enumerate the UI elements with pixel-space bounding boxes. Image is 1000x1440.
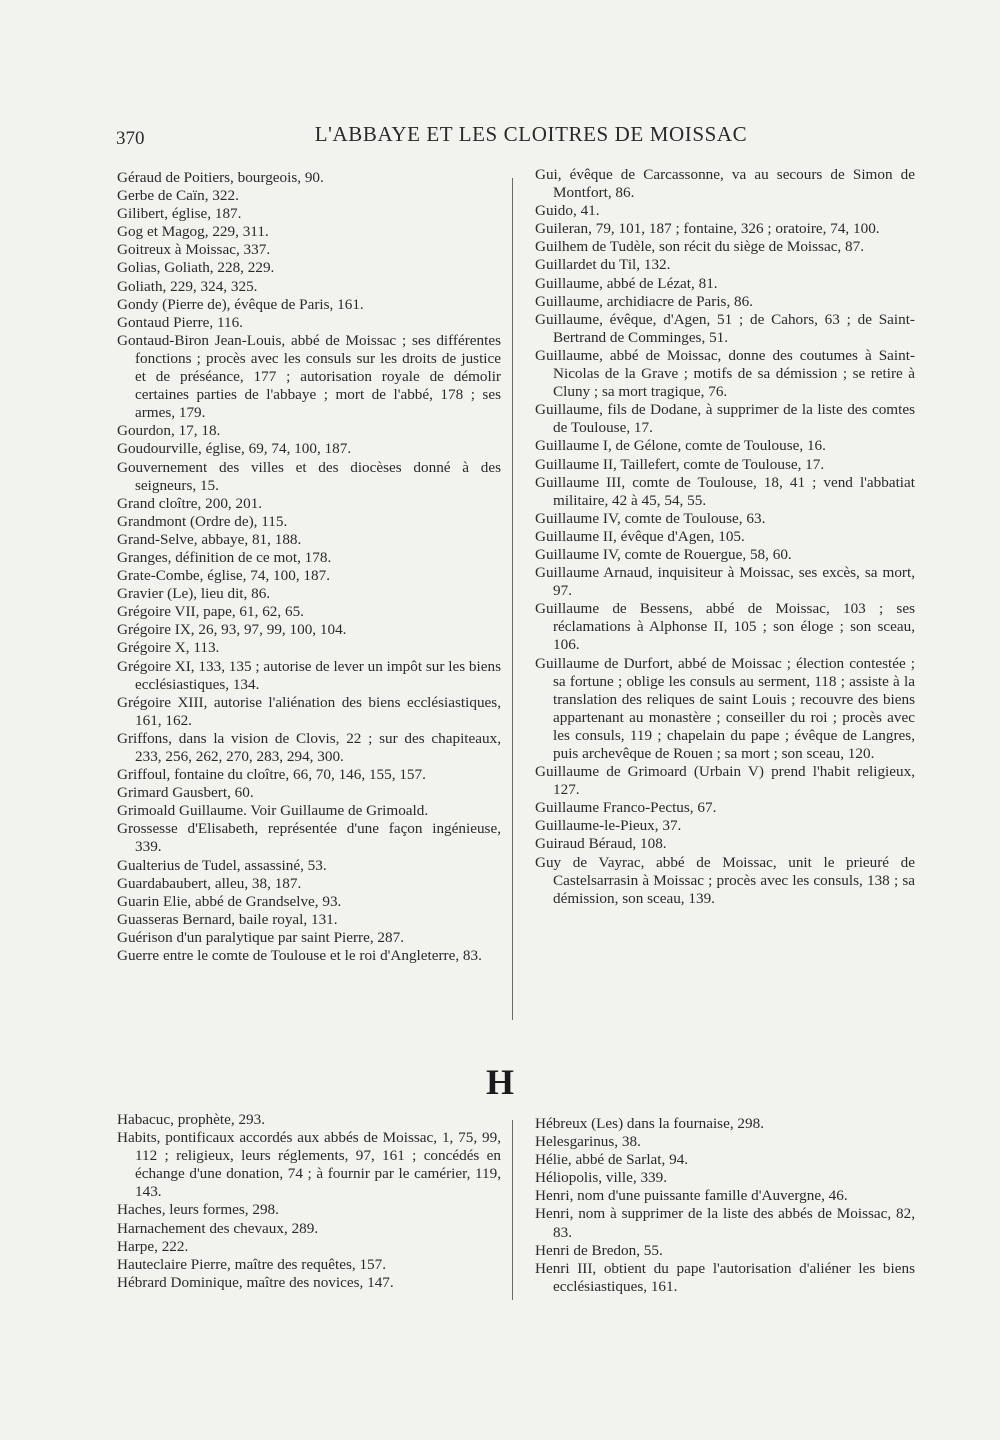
index-entry: Gourdon, 17, 18.	[117, 422, 221, 440]
index-entry: Gualterius de Tudel, assassiné, 53.	[117, 856, 327, 874]
index-entry: Guardabaubert, alleu, 38, 187.	[117, 874, 302, 892]
index-entry: Guilhem de Tudèle, son récit du siège de Moissac, 87.	[535, 238, 865, 256]
index-entry: Gilibert, église, 187.	[117, 205, 242, 223]
index-entry: Grand cloître, 200, 201.	[117, 494, 263, 512]
index-entry: Grégoire XIII, autorise l'aliénation des biens ecclésiastiques, 161, 162.	[117, 693, 501, 729]
index-entry: Gerbe de Caïn, 322.	[117, 187, 239, 205]
index-entry: Grate-Combe, église, 74, 100, 187.	[117, 567, 331, 585]
index-entry: Grandmont (Ordre de), 115.	[117, 512, 288, 530]
index-entry: Grégoire X, 113.	[117, 639, 220, 657]
index-entry: Henri, nom d'une puissante famille d'Auvergne, 46.	[535, 1187, 848, 1205]
index-entry: Guillaume, abbé de Lézat, 81.	[535, 274, 718, 292]
index-entry: Habits, pontificaux accordés aux abbés de Moissac, 1, 75, 99, 112 ; religieux, leurs réglements, 97, 161 ; concédés en échange d'une donation, 74 ; à fournir par le camérier, 119, 143.	[117, 1129, 501, 1201]
index-entry: Guillaume I, de Gélone, comte de Toulouse, 16.	[535, 437, 826, 455]
index-column-left-h	[117, 1111, 501, 1292]
index-entry: Guillaume IV, comte de Toulouse, 63.	[535, 509, 766, 527]
index-entry: Gravier (Le), lieu dit, 86.	[117, 585, 271, 603]
index-entry: Harpe, 222.	[117, 1237, 189, 1255]
index-entry: Goudourville, église, 69, 74, 100, 187.	[117, 440, 352, 458]
column-divider	[512, 1120, 513, 1300]
index-entry: Guillaume Franco-Pectus, 67.	[535, 799, 717, 817]
index-entry: Henri III, obtient du pape l'autorisation d'aliéner les biens ecclésiastiques, 161.	[535, 1259, 915, 1295]
index-entry: Guillaume IV, comte de Rouergue, 58, 60.	[535, 545, 792, 563]
index-entry: Golias, Goliath, 228, 229.	[117, 259, 275, 277]
index-entry: Guillaume Arnaud, inquisiteur à Moissac, ses excès, sa mort, 97.	[535, 564, 915, 600]
index-entry: Guillaume, fils de Dodane, à supprimer de la liste des comtes de Toulouse, 17.	[535, 401, 915, 437]
index-entry: Grégoire XI, 133, 135 ; autorise de lever un impôt sur les biens ecclésiastiques, 134.	[117, 657, 501, 693]
page-number: 370	[116, 128, 145, 149]
index-entry: Guiraud Béraud, 108.	[535, 835, 667, 853]
index-entry: Guillaume de Bessens, abbé de Moissac, 103 ; ses réclamations à Alphonse II, 105 ; son éloge ; son sceau, 106.	[535, 600, 915, 654]
index-entry: Guillaume, évêque, d'Agen, 51 ; de Cahors, 63 ; de Saint-Bertrand de Comminges, 51.	[535, 310, 915, 346]
index-entry: Hélie, abbé de Sarlat, 94.	[535, 1151, 689, 1169]
section-letter-heading: H	[485, 1062, 514, 1102]
index-entry: Guido, 41.	[535, 202, 600, 220]
index-entry: Hauteclaire Pierre, maître des requêtes, 157.	[117, 1255, 387, 1273]
index-entry: Goitreux à Moissac, 337.	[117, 241, 271, 259]
index-entry: Gui, évêque de Carcassonne, va au secours de Simon de Montfort, 86.	[535, 166, 915, 202]
index-entry: Griffoul, fontaine du cloître, 66, 70, 146, 155, 157.	[117, 766, 426, 784]
index-entry: Gouvernement des villes et des diocèses donné à des seigneurs, 15.	[117, 458, 501, 494]
index-entry: Guerre entre le comte de Toulouse et le roi d'Angleterre, 83.	[117, 947, 482, 965]
index-entry: Héliopolis, ville, 339.	[535, 1169, 668, 1187]
index-entry: Guillaume-le-Pieux, 37.	[535, 817, 682, 835]
index-entry: Grégoire VII, pape, 61, 62, 65.	[117, 603, 304, 621]
index-entry: Helesgarinus, 38.	[535, 1133, 641, 1151]
page-title: L'ABBAYE ET LES CLOITRES DE MOISSAC	[314, 122, 748, 146]
index-entry: Gontaud-Biron Jean-Louis, abbé de Moissac ; ses différentes fonctions ; procès avec les consuls sur les droits de justice et de préséance, 177 ; autorisation royale de démolir certaines parties de l'abbaye ; mort de l'abbé, 178 ; ses armes, 179.	[117, 331, 501, 422]
index-entry: Guillaume de Durfort, abbé de Moissac ; élection contestée ; sa fortune ; oblige les consuls au serment, 118 ; assiste à la translation des reliques de saint Louis ; recouvre des biens appartenant au monastère ; conseiller du roi ; procès avec les consuls, 119 ; chapelain du pape ; évêque de Langres, puis archevêque de Rouen ; sa mort ; son sceau, 120.	[535, 654, 915, 762]
index-entry: Guillaume II, Taillefert, comte de Toulouse, 17.	[535, 455, 825, 473]
running-head	[116, 122, 916, 156]
index-entry: Habacuc, prophète, 293.	[117, 1111, 266, 1128]
index-entry: Henri de Bredon, 55.	[535, 1241, 663, 1259]
index-entry: Guarin Elie, abbé de Grandselve, 93.	[117, 892, 342, 910]
index-entry: Géraud de Poitiers, bourgeois, 90.	[117, 169, 324, 186]
index-entry: Guillaume III, comte de Toulouse, 18, 41 ; vend l'abbatiat militaire, 42 à 45, 54, 55.	[535, 473, 915, 509]
index-entry: Guillaume, archidiacre de Paris, 86.	[535, 292, 754, 310]
index-entry: Grossesse d'Elisabeth, représentée d'une façon ingénieuse, 339.	[117, 820, 501, 856]
index-entry: Haches, leurs formes, 298.	[117, 1201, 279, 1219]
index-column-right-h	[535, 1115, 915, 1296]
index-entry: Guillaume, abbé de Moissac, donne des coutumes à Saint-Nicolas de la Grave ; motifs de sa démission ; se retire à Cluny ; sa mort tragique, 76.	[535, 346, 915, 401]
index-entry: Gondy (Pierre de), évêque de Paris, 161.	[117, 295, 364, 313]
index-entry: Harnachement des chevaux, 289.	[117, 1219, 319, 1237]
index-entry: Gontaud Pierre, 116.	[117, 313, 243, 331]
index-entry: Griffons, dans la vision de Clovis, 22 ; sur des chapiteaux, 233, 256, 262, 270, 283, 294, 300.	[117, 729, 501, 765]
index-entry: Goliath, 229, 324, 325.	[117, 277, 258, 295]
index-entry: Grégoire IX, 26, 93, 97, 99, 100, 104.	[117, 621, 347, 639]
column-divider	[512, 178, 513, 1020]
index-entry: Henri, nom à supprimer de la liste des abbés de Moissac, 82, 83.	[535, 1205, 915, 1241]
index-entry: Hébrard Dominique, maître des novices, 147.	[117, 1273, 394, 1291]
index-column-left-g	[117, 169, 501, 965]
index-entry: Guillardet du Til, 132.	[535, 256, 671, 274]
index-entry: Guérison d'un paralytique par saint Pierre, 287.	[117, 928, 405, 946]
index-entry: Guileran, 79, 101, 187 ; fontaine, 326 ; oratoire, 74, 100.	[535, 220, 880, 238]
index-entry: Guasseras Bernard, baile royal, 131.	[117, 910, 338, 928]
index-entry: Grimard Gausbert, 60.	[117, 784, 254, 802]
index-entry: Hébreux (Les) dans la fournaise, 298.	[535, 1115, 764, 1132]
index-entry: Guy de Vayrac, abbé de Moissac, unit le prieuré de Castelsarrasin à Moissac ; procès avec les consuls, 138 ; sa démission, son sceau, 139.	[535, 853, 915, 907]
index-entry: Grimoald Guillaume. Voir Guillaume de Grimoald.	[117, 802, 429, 820]
index-entry: Guillaume de Grimoard (Urbain V) prend l'habit religieux, 127.	[535, 763, 915, 799]
index-column-right-g	[535, 166, 915, 908]
index-entry: Guillaume II, évêque d'Agen, 105.	[535, 527, 745, 545]
index-entry: Gog et Magog, 229, 311.	[117, 223, 269, 241]
index-entry: Granges, définition de ce mot, 178.	[117, 548, 332, 566]
index-entry: Grand-Selve, abbaye, 81, 188.	[117, 530, 302, 548]
